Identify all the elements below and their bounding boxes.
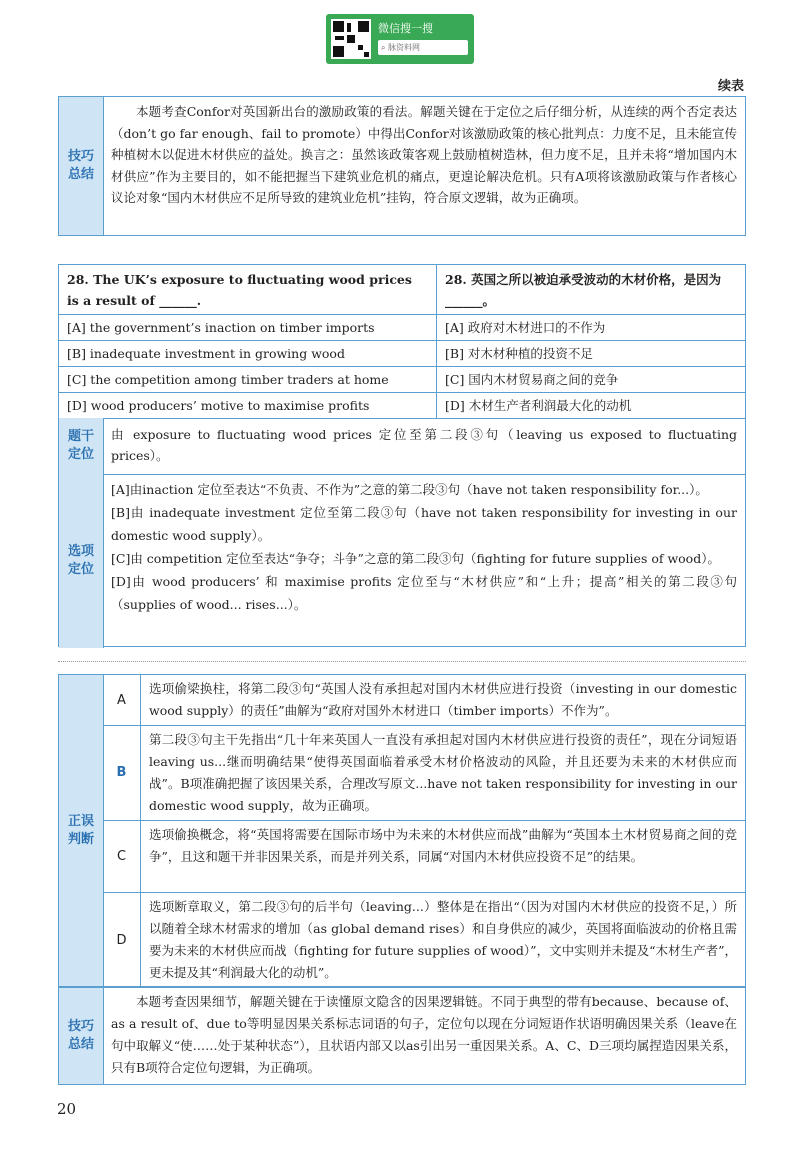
judgement-letter: C [103,820,141,892]
option-location-tag [59,474,104,648]
tip-tag [59,988,104,1084]
option-row [59,392,745,419]
judgement-text: 第二段③句主干先指出“几十年来英国人一直没有承担起对国内木材供应进行投资的责任”，现在分词短语 leaving us...继而明确结果“使得英国面临着承受木材价格波动的风险，并且还要为未来的木材供应而战”。B项准确把握了该因果关系，合理改写原文...have not taken responsibility for investing in our domestic wood supply，故为正确项。 [149,732,737,813]
option-cn: [C] 国内木材贸易商之间的竞争 [445,372,619,387]
stem-cn: 28. 英国之所以被迫承受波动的木材价格，是因为______。 [437,265,745,314]
judgement-tag [59,675,104,986]
tip-tag [59,97,104,235]
judgement-letter: D [103,892,141,988]
tip-text: 本题考查因果细节，解题关键在于读懂原文隐含的因果逻辑链。不同于典型的带有because、because of、as a result of、due to等明显因果关系标志词语的句子，定位句以现在分词短语作状语明确因果关系（leave在句中取解义“使……处于某种状态”），且状语内部又以as引出另一重因果关系。A、C、D三项均属捏造因果关系，只有B项符合定位句逻辑，为正确项。 [111,994,737,1075]
option-en: [B] inadequate investment in growing wood [59,340,437,366]
tip-box-top [58,96,746,236]
option-location-text [111,478,737,616]
stem-location-row [59,418,745,475]
option-cn: [D] 木材生产者利润最大化的动机 [445,398,632,413]
option-cn: [A] 政府对木材进口的不作为 [445,320,606,335]
tip-tag-line2: 总结 [67,167,94,182]
option-en: [C] the competition among timber traders at home [59,366,437,392]
wechat-search-banner[interactable] [326,14,474,64]
option-en: [A] the government’s inaction on timber imports [59,314,437,340]
option-row [59,340,745,367]
option-cn: [B] 对木材种植的投资不足 [445,346,593,361]
tip-tag-line2: 总结 [67,1037,94,1052]
banner-search-box[interactable] [378,40,468,55]
option-location-a: [A]由inaction 定位至表达“不负责、不作为”之意的第二段③句（have not taken responsibility for...）。 [111,482,708,497]
option-row [59,366,745,393]
option-row [59,314,745,341]
stem-location-tag-line2: 定位 [67,447,94,462]
judgement-text: 选项断章取义，第二段③句的后半句（leaving...）整体是在指出“（因为对国内木材供应的投资不足，）所以随着全球木材需求的增加（as global demand rises）和自身供应的减少，英国将面临波动的价格且需要为未来的木材供应而战（fighting for future supplies of wood）”，文中实则并未提及“木材生产者”，更未提及其“利润最大化的动机”。 [149,899,737,980]
tip-tag-line1: 技巧 [67,149,94,164]
judgement-table [58,674,746,987]
row-divider [103,892,745,893]
option-location-tag-line1: 选项 [67,544,94,559]
tip-text: 本题考查Confor对英国新出台的激励政策的看法。解题关键在于定位之后仔细分析，从连续的两个否定表达（don’t go far enough、fail to promote）中得出Confor对该激励政策的核心批判点：力度不足，且未能宣传种植树木以促进木材供应的益处。换言之：虽然该政策客观上鼓励植树造林，但力度不足，且并未将“增加国内木材供应”作为主要目的，如不能把握当下建筑业危机的痛点，更遑论解决危机。只有A项将该激励政策与作者核心议论对象“国内木材供应不足所导致的建筑业危机”挂钩，符合原文逻辑，故为正确项。 [111,104,737,205]
banner-title: 微信搜一搜 [378,22,433,35]
search-icon: ⌕ [381,43,389,52]
option-location-c: [C]由 competition 定位至表达“争夺；斗争”之意的第二段③句（fighting for future supplies of wood）。 [111,551,720,566]
option-location-b: [B]由 inadequate investment 定位至第二段③句（have not taken responsibility for investing in our domestic wood supply）。 [111,505,737,543]
judgement-tag-line1: 正误 [67,813,94,829]
stem-location-tag-line1: 题干 [67,429,94,444]
continued-label: 续表 [717,79,744,94]
judgement-letter: B [103,725,141,820]
question-stem-row [59,265,745,315]
stem-location-tag [59,418,104,474]
judgement-text: 选项偷换概念，将“英国将需要在国际市场中为未来的木材供应而战”曲解为“英国本土木材贸易商之间的竞争”，且这和题干并非因果关系，而是并列关系，同属“对国内木材供应投资不足”的结果。 [149,827,737,864]
section-divider [58,661,746,662]
option-location-row [59,474,745,648]
page-number: 20 [57,1100,77,1118]
stem-location-text: 由 exposure to fluctuating wood prices 定位至第二段③句（leaving us exposed to fluctuating prices）。 [111,427,737,463]
judgement-letter: A [103,675,141,725]
stem-en: 28. The UK’s exposure to fluctuating wood prices is a result of ______. [59,265,437,314]
banner-search-text: 脉资料网 [388,43,421,52]
option-location-tag-line2: 定位 [67,562,94,577]
tip-box-bottom [58,987,746,1085]
qr-code-icon [331,19,371,59]
tip-tag-line1: 技巧 [67,1019,94,1034]
option-en: [D] wood producers’ motive to maximise profits [59,392,437,418]
option-location-d: [D]由 wood producers’ 和 maximise profits 定位至与“木材供应”和“上升；提高”相关的第二段③句（supplies of wood... rises...）。 [111,574,737,612]
row-divider [103,725,745,726]
judgement-tag-line2: 判断 [67,831,94,847]
judgement-text: 选项偷梁换柱，将第二段③句“英国人没有承担起对国内木材供应进行投资（investing in our domestic wood supply）的责任”曲解为“政府对国外木材进口（timber imports）不作为”。 [149,681,737,718]
row-divider [103,820,745,821]
question-28-table [58,264,746,647]
